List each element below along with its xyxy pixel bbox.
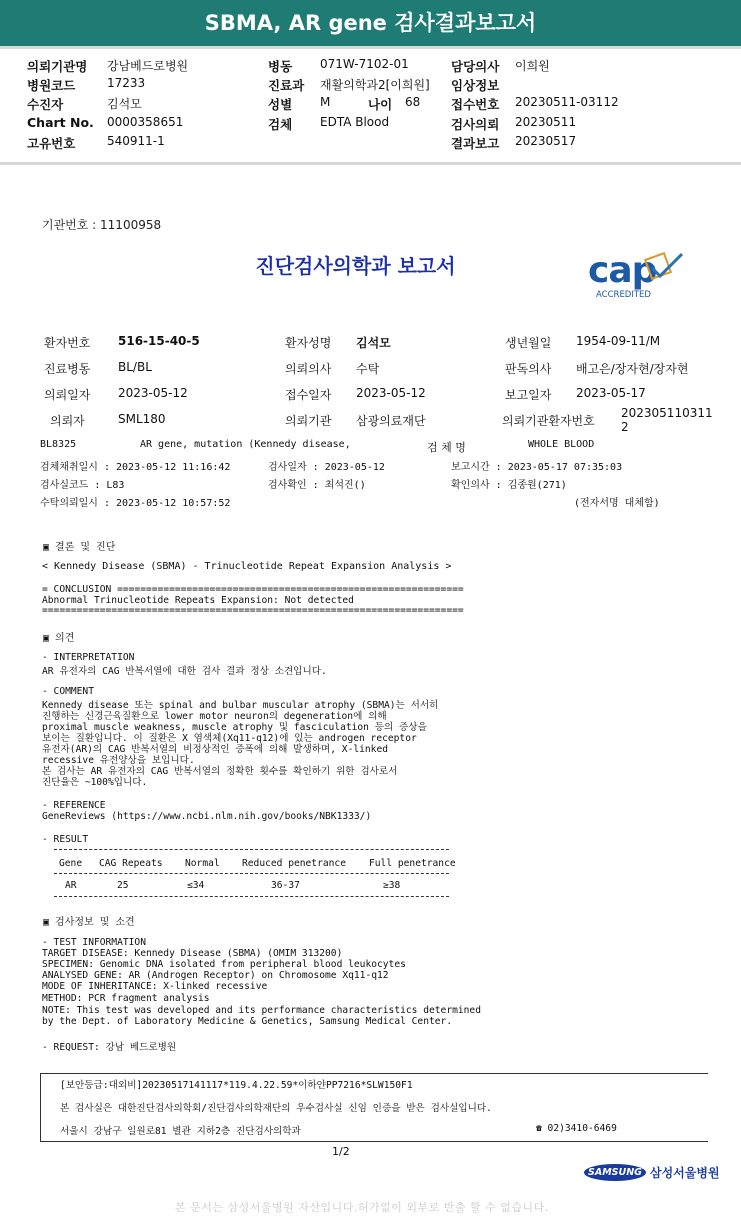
patient-value-continued: 2 [621,420,629,434]
kennedy-title: < Kennedy Disease (SBMA) - Trinucleotide Repeat Expansion Analysis > [42,561,452,572]
summary-value: 김석모 [107,97,142,111]
table-header: Normal [185,858,220,869]
patient-value: BL/BL [118,360,152,374]
summary-label: 고유번호 [27,136,76,151]
header-divider [0,162,741,165]
reference-link[interactable]: GeneReviews (https://www.ncbi.nlm.nih.gov/books/NBK1333/) [42,811,372,822]
patient-label: 의뢰기관 [285,414,332,428]
certification-line: 본 검사실은 대한진단검사의학회/진단검사의학재단의 우수검사실 신임 인증을 받은 검사실입니다. [60,1103,492,1114]
specimen-label: 검 체 명 [427,441,466,454]
summary-value: M [320,95,331,109]
test-information-line: SPECIMEN: Genomic DNA isolated from peripheral blood leukocytes [42,959,406,970]
patient-label: 환자번호 [44,336,91,350]
interpretation-head: - INTERPRETATION [42,652,135,663]
summary-value: 17233 [107,76,146,90]
conclusion-rule: ========================================================================= [42,605,464,616]
summary-value: 0000358651 [107,115,184,129]
patient-value: SML180 [118,412,166,426]
patient-value: 배고은/장자현/장자현 [576,362,689,376]
summary-label: 접수번호 [451,97,500,112]
asset-notice: 본 문서는 삼성서울병원 자산입니다.허가없이 외부로 반출 할 수 없습니다. [175,1201,549,1214]
table-cell: 25 [117,880,129,891]
hospital-name: 삼성서울병원 [650,1166,720,1180]
patient-value: 수탁 [356,362,380,376]
summary-value: 68 [405,95,421,109]
table-rule [54,873,449,874]
conclusion-head: = CONCLUSION ============================================================ [42,584,464,595]
comment-line: proximal muscle weakness, muscle atrophy 및 fasciculation 등의 증상을 [42,722,427,733]
e-signature-note: (전자서명 대체함) [574,498,660,509]
cap-accredited-text: ACCREDITED [596,290,651,300]
patient-label: 생년월일 [505,336,552,350]
comment-line: 본 검사는 AR 유전자의 CAG 반복서열의 정확한 횟수를 확인하기 위한 검사로서 [42,766,398,777]
test-confirm: 검사확인 : 최석진() [268,480,366,491]
test-information-line: by the Dept. of Laboratory Medicine & Genetics, Samsung Medical Center. [42,1016,453,1027]
confirm-doctor: 확인의사 : 김종원(271) [451,480,567,491]
patient-value: 2023-05-17 [576,386,646,400]
summary-value: 071W-7102-01 [320,57,409,71]
request-time: 수탁의뢰일시 : 2023-05-12 10:57:52 [40,498,231,509]
summary-value: EDTA Blood [320,115,390,129]
summary-label: 의뢰기관명 [27,59,88,74]
summary-label: Chart No. [27,115,94,130]
summary-label: 수진자 [27,97,64,112]
summary-value: 540911-1 [107,134,165,148]
address-line: 서울시 강남구 일원로81 별관 지하2층 진단검사의학과 [60,1126,301,1137]
table-header: CAG Repeats [99,858,163,869]
summary-value: 20230511 [515,115,577,129]
summary-label: 진료과 [268,78,305,93]
org-number: 기관번호 : 11100958 [42,218,162,232]
test-information-line: MODE OF INHERITANCE: X-linked recessive [42,981,268,992]
table-cell: 36-37 [271,880,300,891]
table-cell: AR [65,880,77,891]
patient-value: 1954-09-11/M [576,334,661,348]
comment-line: 보이는 질환입니다. 이 질환은 X 염색체(Xq11-q12)에 있는 androgen receptor [42,733,417,744]
security-line: [보안등급:대외비]20230517141117*119.4.22.59*이하얀PP7216*SLW150F1 [60,1080,413,1091]
comment-line: 유전자(AR)의 CAG 반복서열의 비정상적인 증폭에 의해 발생하며, X-linked [42,744,388,755]
document-title: SBMA, AR gene 검사결과보고서 [204,11,537,35]
section-opinion: ▣ 의견 [43,633,75,644]
patient-label: 환자성명 [285,336,332,350]
conclusion-text: Abnormal Trinucleotide Repeats Expansion: Not detected [42,595,354,606]
result-head: - RESULT [42,834,89,845]
table-cell: ≤34 [187,880,205,891]
patient-value: 김석모 [356,336,391,350]
footer-rule [40,1073,708,1074]
test-code: BL8325 [40,439,77,450]
page-number: 1/2 [332,1145,350,1158]
patient-value: 516-15-40-5 [118,334,200,348]
footer-rule [40,1141,708,1142]
summary-label: 나이 [368,97,393,112]
test-information-line: METHOD: PCR fragment analysis [42,993,210,1004]
comment-line: recessive 유전양상을 보입니다. [42,755,195,766]
interpretation-text: AR 유전자의 CAG 반복서열에 대한 검사 결과 정상 소견입니다. [42,666,327,677]
summary-label: 성별 [268,97,293,112]
summary-label: 병동 [268,59,293,74]
summary-value: 이희원 [515,59,550,73]
table-header: Full penetrance [369,858,456,869]
patient-label: 보고일자 [505,388,552,402]
patient-value: 2023-05-12 [118,386,188,400]
comment-line: 진단율은 ~100%입니다. [42,777,148,788]
cap-accredited-logo [588,250,688,302]
patient-value: 2023-05-12 [356,386,426,400]
table-header: Reduced penetrance [242,858,346,869]
test-information-line: NOTE: This test was developed and its performance characteristics determined [42,1005,481,1016]
request-line: - REQUEST: 강남 베드로병원 [42,1042,177,1053]
patient-label: 판독의사 [505,362,552,376]
collect-time: 검체채취일시 : 2023-05-12 11:16:42 [40,462,231,473]
summary-label: 결과보고 [451,136,500,151]
patient-label: 의뢰의사 [285,362,332,376]
section-test-info: ▣ 검사정보 및 소견 [43,917,135,928]
test-information-line: TARGET DISEASE: Kennedy Disease (SBMA) (OMIM 313200) [42,948,343,959]
test-information-line: ANALYSED GENE: AR (Androgen Receptor) on Chromosome Xq11-q12 [42,970,389,981]
summary-label: 임상정보 [451,78,500,93]
phone-number: ☎ 02)3410-6469 [536,1123,617,1134]
summary-value: 강남베드로병원 [107,59,189,73]
patient-label: 의뢰기관환자번호 [502,414,595,428]
comment-line: 진행하는 신경근육질환으로 lower motor neuron의 degeneration에 의해 [42,711,387,722]
checkmark-icon [642,252,684,282]
patient-label: 진료병동 [44,362,91,376]
table-rule [54,896,449,897]
summary-value: 20230511-03112 [515,95,619,109]
summary-value: 20230517 [515,134,577,148]
report-title: 진단검사의학과 보고서 [255,254,456,278]
summary-value: 재활의학과2[이희원] [320,78,430,92]
patient-label: 의뢰자 [50,414,85,428]
table-header: Gene [59,858,83,869]
summary-label: 검사의뢰 [451,117,500,132]
patient-label: 의뢰일자 [44,388,91,402]
table-rule [54,849,449,850]
patient-value: 삼광의료재단 [356,414,426,428]
specimen-value: WHOLE BLOOD [528,439,595,450]
report-time: 보고시간 : 2023-05-17 07:35:03 [451,462,623,473]
footer-rule [40,1073,41,1141]
lab-code: 검사실코드 : L83 [40,480,125,491]
reference-head: - REFERENCE [42,800,106,811]
section-result-diagnosis: ▣ 결론 및 진단 [43,542,116,553]
test-name: AR gene, mutation (Kennedy disease, [140,439,351,450]
comment-head: - COMMENT [42,686,94,697]
patient-value: 202305110311 [621,406,713,420]
test-information-head: - TEST INFORMATION [42,937,146,948]
cap-logo-text: cap [588,250,657,291]
test-date: 검사일자 : 2023-05-12 [268,462,385,473]
table-cell: ≥38 [383,880,401,891]
comment-line: Kennedy disease 또는 spinal and bulbar muscular atrophy (SBMA)는 서서히 [42,700,439,711]
summary-label: 담당의사 [451,59,500,74]
patient-label: 접수일자 [285,388,332,402]
summary-label: 병원코드 [27,78,76,93]
samsung-logo: SAMSUNG [584,1164,646,1181]
summary-label: 검체 [268,117,293,132]
